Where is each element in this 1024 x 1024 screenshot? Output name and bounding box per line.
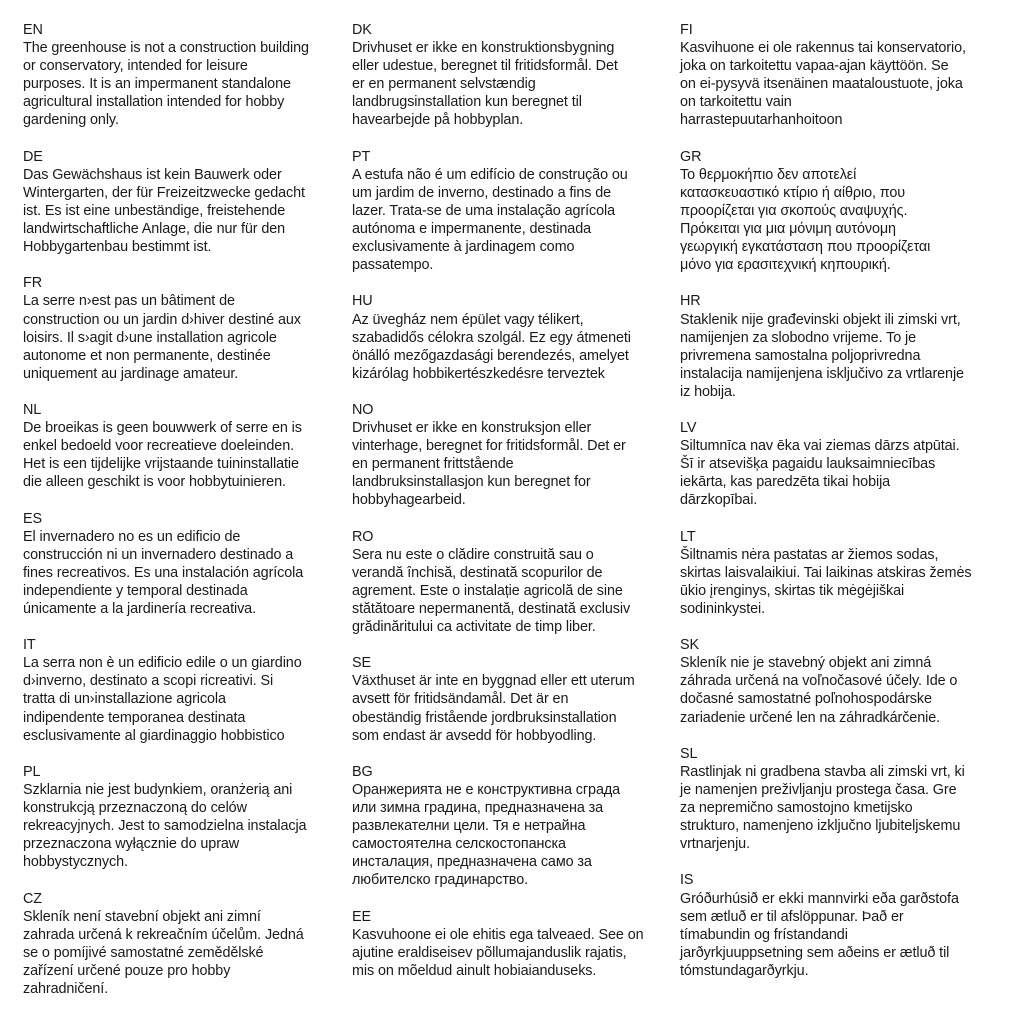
disclaimer-text-line: on tarkoitettu vain <box>680 94 792 111</box>
disclaimer-text-line: landwirtschaftliche Anlage, die nur für den <box>23 221 286 238</box>
disclaimer-text-line: dočasné samostatné poľnohospodárske <box>680 691 932 708</box>
disclaimer-text-line: únicamente a la jardinería recreativa. <box>23 601 256 617</box>
disclaimer-text-line: The greenhouse is not a construction building <box>23 40 309 57</box>
language-section <box>23 21 353 130</box>
language-section <box>23 401 353 491</box>
disclaimer-text-line: loisirs. Il s›agit d›une installation agricole <box>23 329 277 346</box>
column-right <box>680 21 1010 998</box>
disclaimer-text-line: szabadidős célokra szolgál. Ez egy átmeneti <box>352 329 631 346</box>
language-code: PL <box>23 763 41 780</box>
disclaimer-text-line: instalacija namijenjena isključivo za vrtlarenje <box>680 365 964 382</box>
disclaimer-text-line: vrtnarjenju. <box>680 836 750 853</box>
disclaimer-text-line: προορίζεται για σκοπούς αναψυχής. <box>680 202 908 219</box>
language-code: SL <box>680 745 698 762</box>
disclaimer-text-line: Kasvihuone ei ole rakennus tai konservatorio, <box>680 40 966 57</box>
disclaimer-text-line: mis on mõeldud ainult hobiaianduseks. <box>352 962 597 979</box>
language-section <box>23 890 353 999</box>
disclaimer-text-line: tímabundin og frístandandi <box>680 926 848 943</box>
language-section <box>680 871 1010 980</box>
disclaimer-text-line: rekreacyjnych. Jest to samodzielna instalacja <box>23 818 307 835</box>
disclaimer-text-line: развлекателни цели. Тя е нетрайна <box>352 818 586 835</box>
disclaimer-text-line: lazer. Trata-se de uma instalação agrícola <box>352 202 615 219</box>
disclaimer-text-line: hobbyhagearbeid. <box>352 492 466 509</box>
disclaimer-text-line: hobbystycznych. <box>23 854 128 871</box>
language-section <box>680 148 1010 275</box>
language-code: NO <box>352 401 374 418</box>
disclaimer-text-line: κατασκευαστικό κτίριο ή αίθριο, που <box>680 184 906 201</box>
language-code: LT <box>680 528 696 545</box>
language-section <box>23 763 353 872</box>
disclaimer-text-line: przeznaczona wyłącznie do upraw <box>23 836 240 853</box>
disclaimer-text-line: strukturo, namenjeno izključno ljubiteljskemu <box>680 818 961 835</box>
disclaimer-text-line: Wintergarten, der für Freizeitzwecke gedacht <box>23 184 305 201</box>
disclaimer-text-line: tratta di un›installazione agricola <box>23 691 226 708</box>
disclaimer-text-line: sem ætluð er til afslöppunar. Það er <box>680 908 904 925</box>
language-code: CZ <box>23 890 42 907</box>
disclaimer-text-line: Het is een tijdelijke vrijstaande tuininstallatie <box>23 456 299 473</box>
disclaimer-text-line: Siltumnīca nav ēka vai ziemas dārzs atpūtai. <box>680 438 960 455</box>
language-code: LV <box>680 420 697 437</box>
disclaimer-text-line: havearbejde på hobbyplan. <box>352 112 524 129</box>
disclaimer-text-line: A estufa não é um edifício de construção ou <box>352 166 628 183</box>
disclaimer-text-line: verandă închisă, destinată scopurilor de <box>352 564 603 581</box>
disclaimer-text-line: exclusivamente à jardinagem como <box>352 239 575 256</box>
language-code: IT <box>23 637 36 654</box>
language-code: FI <box>680 22 693 38</box>
disclaimer-text-line: Växthuset är inte en byggnad eller ett uterum <box>352 673 635 690</box>
disclaimer-text-line: obeständig fristående jordbruksinstallation <box>352 709 617 726</box>
disclaimer-text-line: iekārta, kas paredzēta tikai hobija <box>680 474 891 491</box>
language-section <box>680 528 1010 618</box>
disclaimer-text-line: önálló mezőgazdasági berendezés, amelyet <box>352 347 629 364</box>
disclaimer-text-line: autónoma e impermanente, destinada <box>352 221 591 238</box>
language-section <box>352 21 682 130</box>
disclaimer-text-line: Das Gewächshaus ist kein Bauwerk oder <box>23 166 282 183</box>
disclaimer-text-line: autonome et non permanente, destinée <box>23 347 271 364</box>
disclaimer-text-line: or conservatory, intended for leisure <box>23 58 248 75</box>
language-code: HU <box>352 293 373 310</box>
disclaimer-text-line: construcción ni un invernadero destinado a <box>23 546 294 563</box>
disclaimer-text-line: en permanent frittstående <box>352 456 514 473</box>
disclaimer-text-line: jarðyrkjuuppsetning sem aðeins er ætluð til <box>680 944 950 961</box>
disclaimer-text-line: passatempo. <box>352 257 434 274</box>
disclaimer-text-line: landbrugsinstallation kun beregnet til <box>352 94 582 111</box>
disclaimer-text-line: sodininkystei. <box>680 601 765 617</box>
disclaimer-text-line: gardening only. <box>23 112 119 129</box>
disclaimer-text-line: γεωργική εγκατάσταση που προορίζεται <box>680 239 931 256</box>
language-code: NL <box>23 401 42 418</box>
disclaimer-text-line: La serra non è un edificio edile o un giardino <box>23 655 302 672</box>
disclaimer-text-line: или зимна градина, предназначена за <box>352 800 604 817</box>
disclaimer-text-line: die alleen geschikt is voor hobbytuinieren. <box>23 474 286 491</box>
disclaimer-text-line: on ei-pysyvä itsenäinen maataloustuote, joka <box>680 76 963 93</box>
disclaimer-text-line: landbruksinstallasjon kun beregnet for <box>352 474 591 491</box>
disclaimer-text-line: Drivhuset er ikke en konstruksjon eller <box>352 420 592 437</box>
disclaimer-text-line: enkel bedoeld voor recreatieve doeleinden. <box>23 438 295 455</box>
disclaimer-text-line: La serre n›est pas un bâtiment de <box>23 293 235 310</box>
disclaimer-text-line: d›inverno, destinato a scopi ricreativi. Si <box>23 673 274 690</box>
disclaimer-text-line: za nepremično samostojno kmetijsko <box>680 800 913 817</box>
disclaimer-text-line: namijenjen za slobodno vrijeme. To je <box>680 329 917 346</box>
disclaimer-text-line: Kasvuhoone ei ole ehitis ega talveaed. See on <box>352 926 644 943</box>
column-left <box>23 21 353 1016</box>
language-code: DE <box>23 148 43 165</box>
disclaimer-text-line: Az üvegház nem épület vagy télikert, <box>352 311 584 328</box>
disclaimer-text-line: Gróðurhúsið er ekki mannvirki eða garðstofa <box>680 890 959 907</box>
language-code: HR <box>680 293 701 310</box>
disclaimer-text-line: самостоятелна селскостопанска <box>352 836 566 853</box>
disclaimer-text-line: Šiltnamis nėra pastatas ar žiemos sodas, <box>680 546 939 563</box>
disclaimer-text-line: vinterhage, beregnet for fritidsformål. Det er <box>352 438 626 455</box>
language-section <box>680 745 1010 854</box>
language-code: SE <box>352 655 371 672</box>
disclaimer-text-line: um jardim de inverno, destinado a fins de <box>352 184 612 201</box>
disclaimer-text-line: agricultural installation intended for hobby <box>23 94 285 111</box>
disclaimer-text-line: Szklarnia nie jest budynkiem, oranżerią ani <box>23 781 293 798</box>
language-code: PT <box>352 148 371 165</box>
disclaimer-text-line: som endast är avsedd för hobbyodling. <box>352 727 597 744</box>
language-section <box>680 292 1010 401</box>
disclaimer-text-line: любителско градинарство. <box>352 872 528 889</box>
language-code: EE <box>352 908 371 925</box>
disclaimer-text-line: Оранжерията не е конструктивна сграда <box>352 781 621 798</box>
disclaimer-text-line: инсталация, предназначена само за <box>352 854 592 871</box>
language-section <box>23 274 353 383</box>
disclaimer-text-line: zařízení určené pouze pro hobby <box>23 962 231 979</box>
disclaimer-text-line: esclusivamente al giardinaggio hobbistico <box>23 727 285 744</box>
language-section <box>352 401 682 510</box>
language-code: DK <box>352 22 372 38</box>
disclaimer-text-line: zahrada určená k rekreačním účelům. Jedná <box>23 926 304 943</box>
language-code: IS <box>680 872 694 889</box>
language-code: BG <box>352 763 373 780</box>
language-section <box>352 763 682 890</box>
language-section <box>352 292 682 382</box>
disclaimer-text-line: Hobbygartenbau bestimmt ist. <box>23 239 212 256</box>
language-section <box>352 528 682 637</box>
disclaimer-text-line: tómstundagarðyrkju. <box>680 962 809 979</box>
disclaimer-text-line: construction ou un jardin d›hiver destiné aux <box>23 311 301 328</box>
disclaimer-text-line: eller udestue, beregnet til fritidsformål. Det <box>352 58 618 75</box>
language-code: EN <box>23 22 43 38</box>
disclaimer-text-line: agrement. Este o instalație agricolă de sine <box>352 582 623 599</box>
disclaimer-text-line: ist. Es ist eine unbeständige, freistehende <box>23 202 286 219</box>
disclaimer-text-line: Rastlinjak ni gradbena stavba ali zimski vrt, ki <box>680 763 965 780</box>
disclaimer-text-line: joka on tarkoitettu vapaa-ajan käyttöön. Se <box>680 58 949 75</box>
disclaimer-text-line: purposes. It is an impermanent standalone <box>23 76 291 93</box>
disclaimer-text-line: ūkio įrenginys, skirtas tik mėgėjiškai <box>680 582 905 599</box>
column-middle <box>352 21 682 998</box>
disclaimer-text-line: er en permanent selvstændig <box>352 76 536 93</box>
disclaimer-text-line: Šī ir atsevišķa pagaidu lauksaimniecības <box>680 456 936 473</box>
disclaimer-text-line: se o pomíjivé samostatné zemědělské <box>23 944 264 961</box>
language-section <box>352 654 682 744</box>
disclaimer-text-line: El invernadero no es un edificio de <box>23 528 241 545</box>
disclaimer-text-line: Το θερμοκήπιο δεν αποτελεί <box>680 166 857 183</box>
disclaimer-text-line: stătătoare nepermanentă, destinată exclusiv <box>352 601 631 617</box>
disclaimer-text-line: zariadenie určené len na záhradkárčenie. <box>680 709 940 726</box>
language-section <box>352 148 682 275</box>
language-code: GR <box>680 148 702 165</box>
language-code: RO <box>352 528 374 545</box>
language-section <box>23 148 353 257</box>
disclaimer-text-line: ajutine eraldiseisev põllumajanduslik rajatis, <box>352 944 627 961</box>
disclaimer-text-line: skirtas laisvalaikiui. Tai laikinas atskiras žemės <box>680 564 972 581</box>
language-section <box>680 419 1010 509</box>
disclaimer-text-line: konstrukcją przeznaczoną do celów <box>23 800 247 817</box>
disclaimer-text-line: Skleník není stavební objekt ani zimní <box>23 908 261 925</box>
disclaimer-text-line: uniquement au jardinage amateur. <box>23 365 239 382</box>
language-section <box>23 510 353 619</box>
language-section <box>680 636 1010 726</box>
language-section <box>352 908 682 980</box>
disclaimer-text-line: μόνο για ερασιτεχνική κηπουρική. <box>680 257 891 274</box>
disclaimer-text-line: De broeikas is geen bouwwerk of serre en is <box>23 420 302 437</box>
disclaimer-text-line: avsett för fritidsändamål. Det är en <box>352 691 569 708</box>
disclaimer-text-line: independiente y temporal destinada <box>23 582 248 599</box>
language-section <box>680 21 1010 130</box>
disclaimer-text-line: indipendente temporanea destinata <box>23 709 246 726</box>
language-code: FR <box>23 275 42 292</box>
disclaimer-text-line: iz hobija. <box>680 383 736 400</box>
disclaimer-text-line: Sera nu este o clădire construită sau o <box>352 546 594 563</box>
disclaimer-text-line: privremena samostalna poljoprivredna <box>680 347 921 364</box>
disclaimer-text-line: grădinăritului ca activitate de timp liber. <box>352 619 596 636</box>
disclaimer-text-line: Staklenik nije građevinski objekt ili zimski vrt, <box>680 311 961 328</box>
language-code: SK <box>680 637 699 654</box>
disclaimer-text-line: Skleník nie je stavebný objekt ani zimná <box>680 655 932 672</box>
disclaimer-text-line: kizárólag hobbikertészkedésre terveztek <box>352 365 605 382</box>
disclaimer-text-line: harrastepuutarhanhoitoon <box>680 112 843 129</box>
disclaimer-text-line: dārzkopībai. <box>680 492 758 509</box>
disclaimer-text-line: fines recreativos. Es una instalación agrícola <box>23 564 304 581</box>
disclaimer-text-line: záhrada určená na voľnočasové účely. Ide o <box>680 673 958 690</box>
disclaimer-text-line: Drivhuset er ikke en konstruktionsbygning <box>352 40 615 57</box>
disclaimer-text-line: je namenjen preživljanju prostega časa. Gre <box>680 781 957 798</box>
language-section <box>23 636 353 745</box>
disclaimer-text-line: zahradničení. <box>23 980 109 997</box>
language-code: ES <box>23 510 42 527</box>
disclaimer-text-line: Πρόκειται για μια μόνιμη αυτόνομη <box>680 221 896 238</box>
